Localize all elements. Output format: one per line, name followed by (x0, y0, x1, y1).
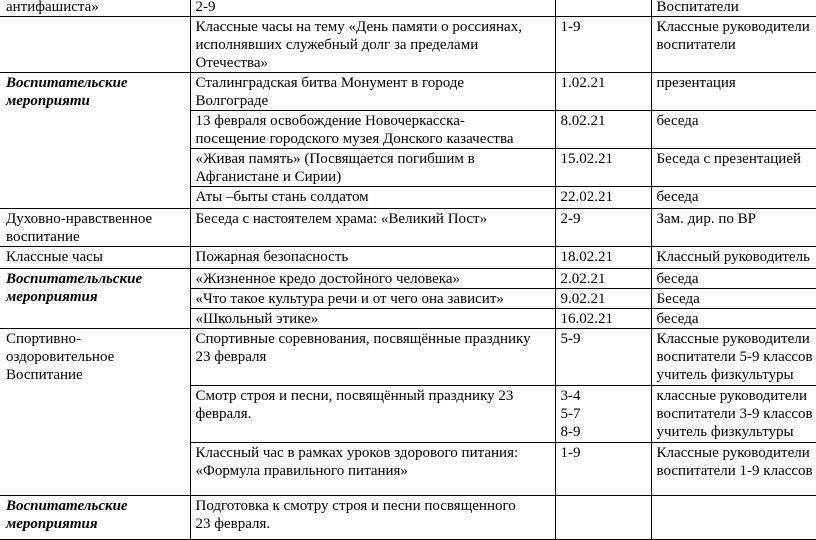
cell-line: Зам. дир. по ВР (657, 210, 816, 228)
responsible-cell (651, 247, 816, 269)
cell-line: Воспитательльские (6, 270, 190, 288)
section-cell (0, 209, 190, 247)
cell-line: 23 февраля. (196, 515, 555, 533)
cell-line: мероприятия (6, 515, 190, 533)
cell-line: Воспитатели (657, 0, 816, 16)
cell-line: оздоровительное (6, 348, 190, 366)
grade-date-cell (555, 309, 651, 329)
cell-line: 2.02.21 (561, 270, 651, 288)
cell-line: 5-9 (561, 330, 651, 348)
responsible-cell (651, 309, 816, 329)
cell-line: 15.02.21 (561, 150, 651, 168)
grade-date-cell (555, 496, 651, 540)
cell-line: Классные руководители (657, 18, 816, 36)
cell-line: Воспитательские (6, 74, 190, 92)
cell-line: антифашиста» (6, 0, 190, 16)
cell-line: Аты –быты стань солдатом (196, 188, 555, 206)
cell-line: 23 февраля (196, 348, 555, 366)
cell-line: воспитатели 5-9 классов (657, 348, 816, 366)
responsible-cell (651, 187, 816, 209)
responsible-cell (651, 289, 816, 309)
cell-line: Волгограде (196, 92, 555, 110)
responsible-cell (651, 73, 816, 111)
cell-line: учитель физкультуры (657, 366, 816, 384)
cell-line: 18.02.21 (561, 248, 651, 266)
cell-line: воспитатели 3-9 классов (657, 405, 816, 423)
cell-line: Отечества» (196, 54, 555, 72)
cell-line: 8-9 (561, 423, 651, 441)
section-cell (0, 496, 190, 540)
table-row (0, 496, 816, 540)
cell-line: 5-7 (561, 405, 651, 423)
cell-line: Классные руководители (657, 444, 816, 462)
section-cell (0, 73, 190, 209)
cell-line: 9.02.21 (561, 290, 651, 308)
table-row (0, 17, 816, 73)
cell-line: Спортивно- (6, 330, 190, 348)
cell-line: исполнявших служебный долг за пределами (196, 36, 555, 54)
grade-date-cell (555, 289, 651, 309)
cell-line: воспитатели (657, 36, 816, 54)
cell-line: Подготовка к смотру строя и песни посвященного (196, 497, 555, 515)
cell-line: 1-9 (561, 444, 651, 462)
responsible-cell (651, 149, 816, 187)
table-row (0, 209, 816, 247)
event-cell (190, 289, 555, 309)
cell-line: посещение городского музея Донского казачества (196, 130, 555, 148)
grade-date-cell (555, 386, 651, 443)
cell-line: «Жизненное кредо достойного человека» (196, 270, 555, 288)
section-cell (0, 247, 190, 269)
grade-date-cell (555, 269, 651, 289)
cell-line: Беседа с презентацией (657, 150, 816, 168)
cell-line: беседа (657, 270, 816, 288)
cell-line: воспитатели 1-9 классов (657, 462, 816, 480)
responsible-cell (651, 329, 816, 386)
grade-date-cell (555, 187, 651, 209)
cell-line: беседа (657, 188, 816, 206)
responsible-cell (651, 496, 816, 540)
table-row (0, 329, 816, 386)
cell-line: 1.02.21 (561, 74, 651, 92)
cell-line: Классные часы на тему «День памяти о россиянах, (196, 18, 555, 36)
cell-line: мероприятия (6, 288, 190, 306)
cell-line: мероприяти (6, 92, 190, 110)
cell-line: Воспитание (6, 366, 190, 384)
cell-line: 22.02.21 (561, 188, 651, 206)
section-cell (0, 0, 190, 17)
event-cell (190, 187, 555, 209)
section-cell (0, 269, 190, 329)
grade-date-cell (555, 149, 651, 187)
event-cell (190, 496, 555, 540)
cell-line: классные руководители (657, 387, 816, 405)
event-cell (190, 309, 555, 329)
responsible-cell (651, 0, 816, 17)
cell-line: Классный час в рамках уроков здорового питания: (196, 444, 555, 462)
cell-line: Смотр строя и песни, посвящённый празднику 23 (196, 387, 555, 405)
table-row (0, 0, 816, 17)
grade-date-cell (555, 209, 651, 247)
cell-line: «Школьный этике» (196, 310, 555, 328)
cell-line: 3-4 (561, 387, 651, 405)
event-cell (190, 73, 555, 111)
responsible-cell (651, 17, 816, 73)
section-cell (0, 329, 190, 496)
cell-line: Афганистане и Сирии) (196, 168, 555, 186)
cell-line: «Живая память» (Посвящается погибшим в (196, 150, 555, 168)
event-cell (190, 443, 555, 496)
table-row (0, 269, 816, 289)
cell-line: презентация (657, 74, 816, 92)
grade-date-cell (555, 0, 651, 17)
table-row (0, 73, 816, 111)
event-cell (190, 329, 555, 386)
cell-line: Классные часы (6, 248, 190, 266)
event-cell (190, 209, 555, 247)
cell-line: Беседа с настоятелем храма: «Великий Пост» (196, 210, 555, 228)
cell-line: 2-9 (561, 210, 651, 228)
section-cell (0, 17, 190, 73)
table-row (0, 247, 816, 269)
grade-date-cell (555, 329, 651, 386)
event-cell (190, 386, 555, 443)
event-cell (190, 17, 555, 73)
grade-date-cell (555, 443, 651, 496)
cell-line: беседа (657, 112, 816, 130)
cell-line: Спортивные соревнования, посвящённые празднику (196, 330, 555, 348)
cell-line: 1-9 (561, 18, 651, 36)
cell-line: Духовно-нравственное (6, 210, 190, 228)
cell-line: «Формула правильного питания» (196, 462, 555, 480)
cell-line: учитель физкультуры (657, 423, 816, 441)
cell-line: 13 февраля освобождение Новочеркасска- (196, 112, 555, 130)
cell-line: Сталинградская битва Монумент в городе (196, 74, 555, 92)
grade-date-cell (555, 73, 651, 111)
responsible-cell (651, 386, 816, 443)
cell-line: воспитание (6, 228, 190, 246)
event-cell (190, 269, 555, 289)
event-cell (190, 0, 555, 17)
cell-line: Беседа (657, 290, 816, 308)
event-cell (190, 247, 555, 269)
grade-date-cell (555, 247, 651, 269)
cell-line: «Что такое культура речи и от чего она зависит» (196, 290, 555, 308)
cell-line: Воспитательские (6, 497, 190, 515)
responsible-cell (651, 209, 816, 247)
grade-date-cell (555, 111, 651, 149)
cell-line: 8.02.21 (561, 112, 651, 130)
event-cell (190, 111, 555, 149)
responsible-cell (651, 111, 816, 149)
responsible-cell (651, 443, 816, 496)
cell-line: февраля. (196, 405, 555, 423)
cell-line: 16.02.21 (561, 310, 651, 328)
event-cell (190, 149, 555, 187)
cell-line: Пожарная безопасность (196, 248, 555, 266)
responsible-cell (651, 269, 816, 289)
grade-date-cell (555, 17, 651, 73)
cell-line: 2-9 (196, 0, 555, 16)
cell-line: Классные руководители (657, 330, 816, 348)
cell-line: Классный руководитель (657, 248, 816, 266)
cell-line: беседа (657, 310, 816, 328)
